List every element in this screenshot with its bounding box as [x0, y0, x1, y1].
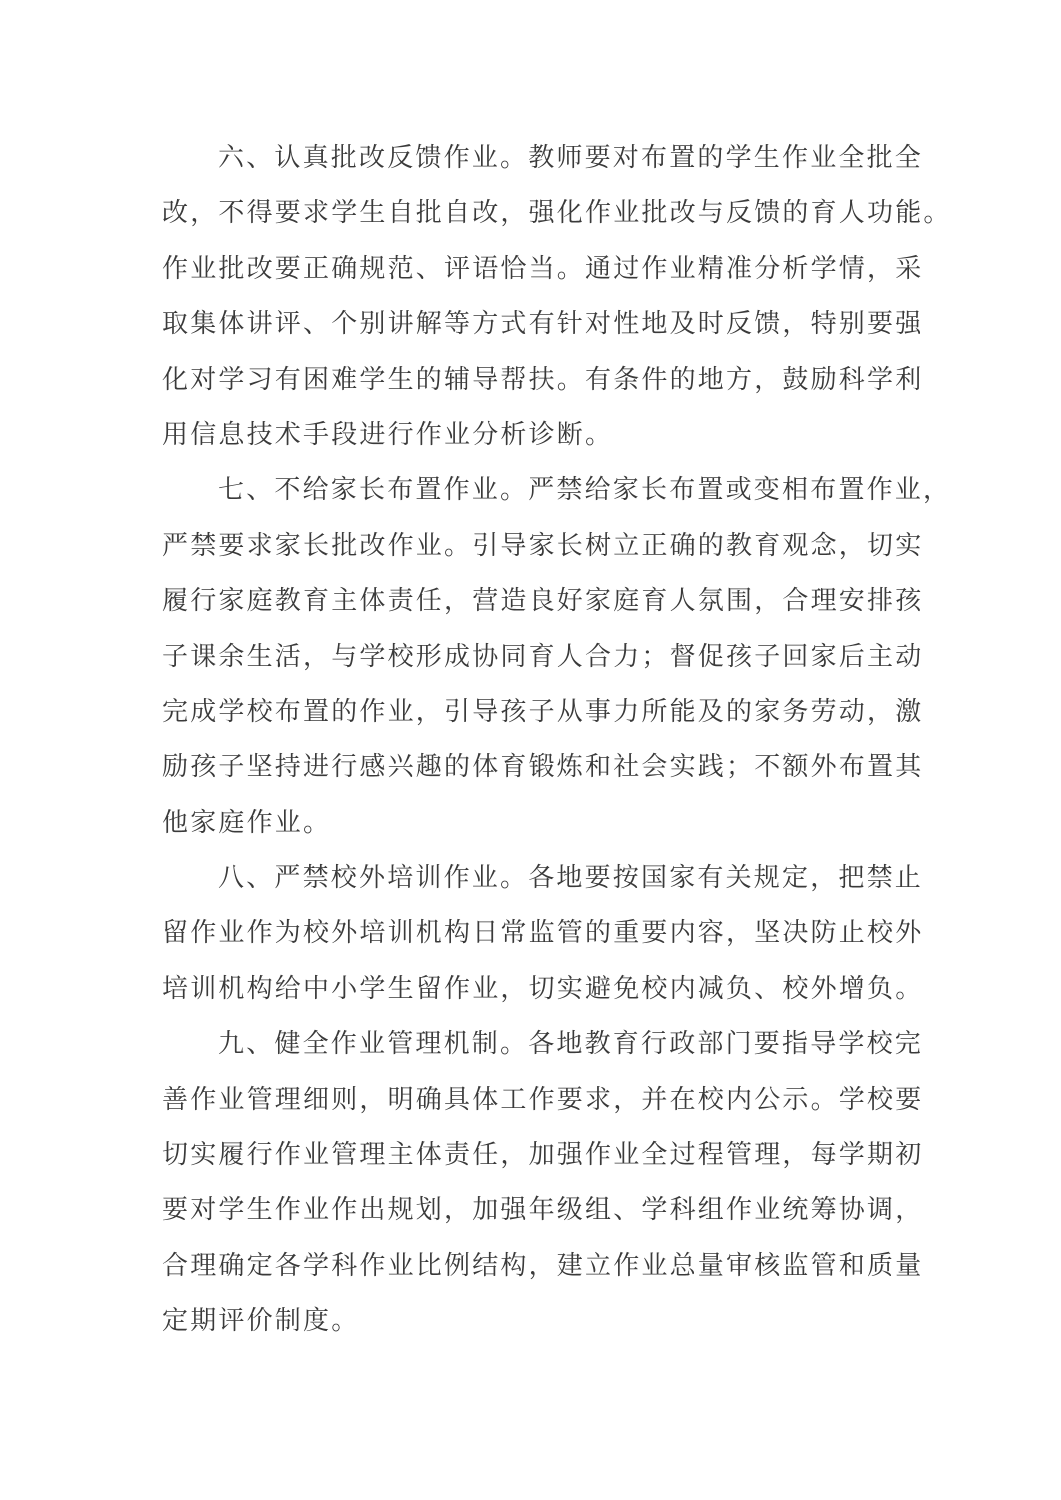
text-line: 励孩子坚持进行感兴趣的体育锻炼和社会实践；不额外布置其	[162, 752, 924, 783]
text-line: 改，不得要求学生自批自改，强化作业批改与反馈的育人功能。	[162, 198, 952, 229]
text-line: 定期评价制度。	[162, 1306, 360, 1337]
text-line: 履行家庭教育主体责任，营造良好家庭育人氛围，合理安排孩	[162, 586, 924, 617]
paragraph	[162, 463, 952, 851]
text-line: 他家庭作业。	[162, 807, 332, 838]
text-line: 切实履行作业管理主体责任，加强作业全过程管理，每学期初	[162, 1140, 924, 1171]
text-line: 培训机构给中小学生留作业，切实避免校内减负、校外增负。	[162, 973, 924, 1004]
text-line: 要对学生作业作出规划，加强年级组、学科组作业统筹协调，	[162, 1195, 924, 1226]
text-line: 留作业作为校外培训机构日常监管的重要内容，坚决防止校外	[162, 918, 924, 949]
paragraph	[162, 851, 924, 1017]
paragraph	[162, 1017, 924, 1349]
document-page	[162, 131, 952, 1350]
text-line: 严禁要求家长批改作业。引导家长树立正确的教育观念，切实	[162, 530, 924, 561]
paragraph	[162, 131, 952, 463]
text-line: 用信息技术手段进行作业分析诊断。	[162, 419, 614, 450]
text-line: 七、不给家长布置作业。严禁给家长布置或变相布置作业，	[218, 475, 952, 506]
text-line: 六、认真批改反馈作业。教师要对布置的学生作业全批全	[218, 143, 924, 173]
text-line: 取集体讲评、个别讲解等方式有针对性地及时反馈，特别要强	[162, 309, 924, 340]
text-line: 合理确定各学科作业比例结构，建立作业总量审核监管和质量	[162, 1250, 924, 1281]
text-line: 子课余生活，与学校形成协同育人合力；督促孩子回家后主动	[162, 641, 924, 672]
text-line: 九、健全作业管理机制。各地教育行政部门要指导学校完	[218, 1029, 924, 1060]
text-line: 八、严禁校外培训作业。各地要按国家有关规定，把禁止	[218, 863, 924, 894]
text-line: 化对学习有困难学生的辅导帮扶。有条件的地方，鼓励科学利	[162, 364, 924, 395]
text-line: 善作业管理细则，明确具体工作要求，并在校内公示。学校要	[162, 1084, 924, 1115]
text-line: 作业批改要正确规范、评语恰当。通过作业精准分析学情，采	[162, 253, 924, 284]
text-line: 完成学校布置的作业，引导孩子从事力所能及的家务劳动，激	[162, 696, 924, 727]
